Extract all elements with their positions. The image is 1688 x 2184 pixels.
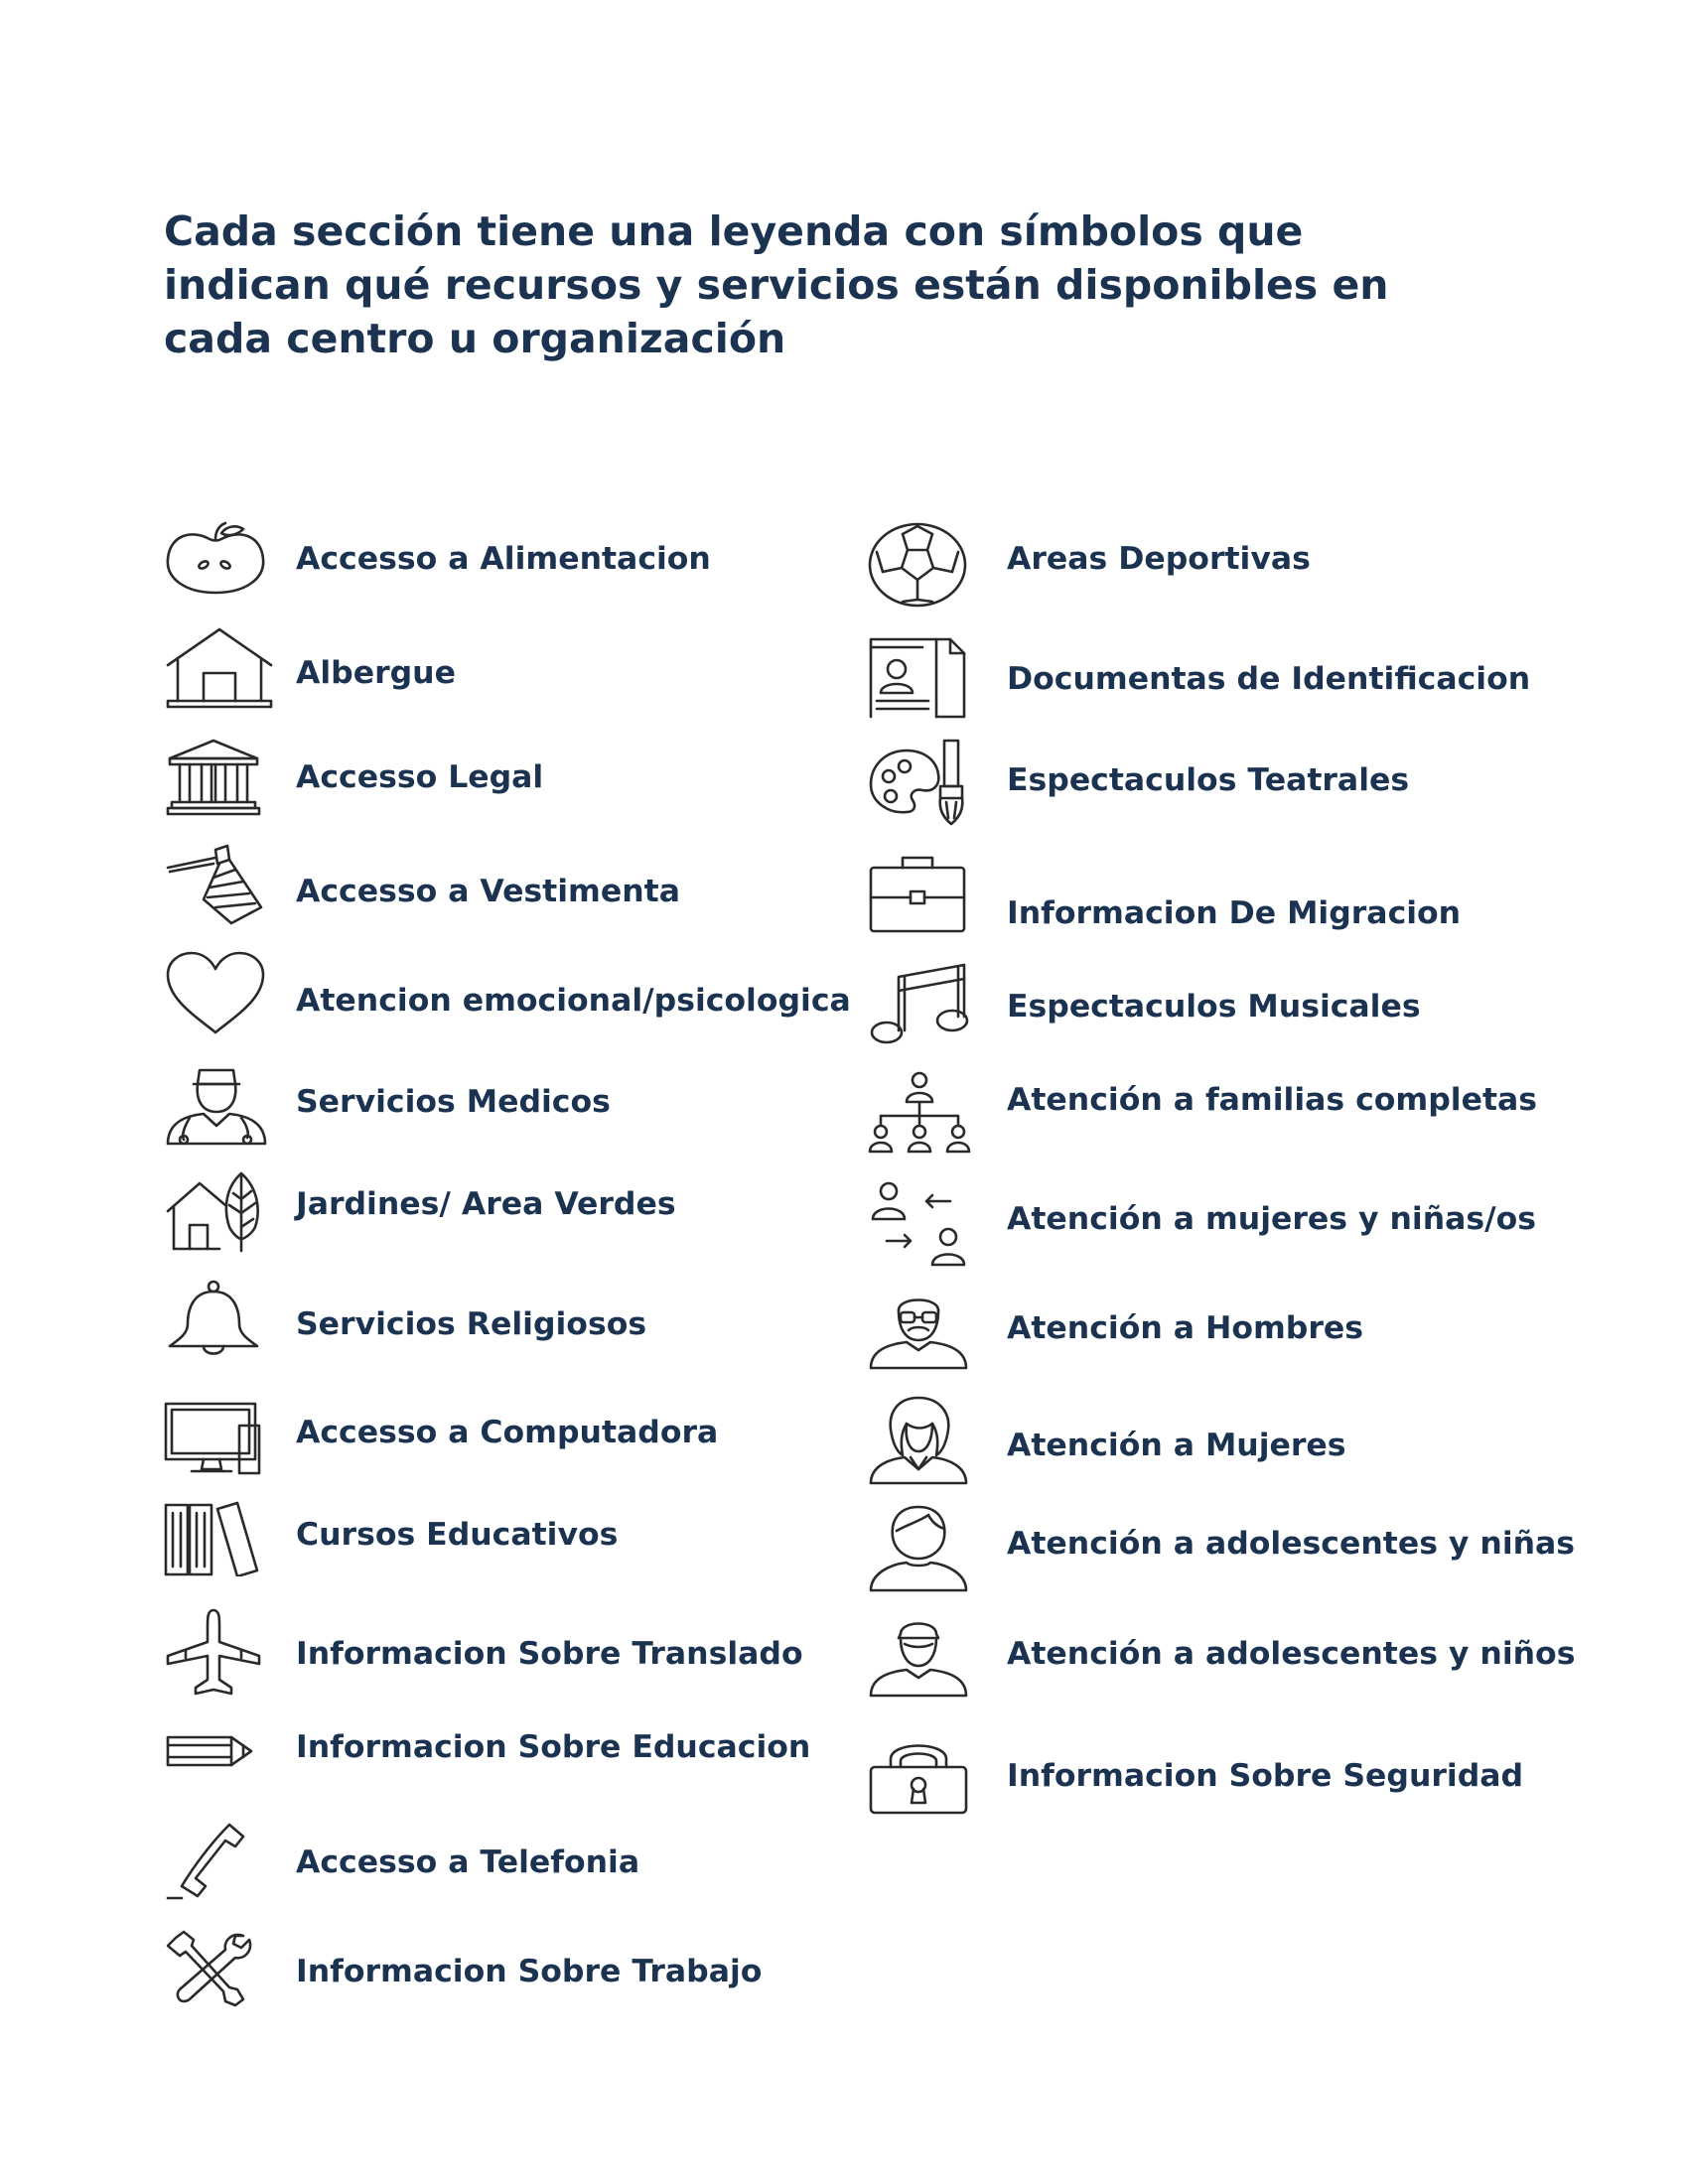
apple-icon	[164, 521, 267, 597]
legend-label: Informacion Sobre Trabajo	[296, 1954, 763, 1989]
phone-icon	[164, 1821, 255, 1900]
pencil-icon	[164, 1729, 255, 1773]
legend-label: Servicios Religiosos	[296, 1306, 647, 1342]
legend-label: Accesso a Computadora	[296, 1415, 719, 1450]
briefcase-icon	[867, 854, 968, 935]
airplane-icon	[164, 1608, 263, 1696]
woman-icon	[867, 1394, 970, 1485]
legend-label: Accesso Legal	[296, 759, 544, 795]
house-tree-icon	[164, 1169, 271, 1253]
legend-label: Espectaculos Teatrales	[1007, 762, 1410, 798]
legend-label: Informacion Sobre Translado	[296, 1636, 803, 1672]
heart-icon	[164, 951, 267, 1036]
computer-icon	[164, 1400, 263, 1477]
girl-icon	[867, 1503, 970, 1592]
legend-label: Informacion De Migracion	[1007, 895, 1462, 931]
legend-label: Accesso a Vestimenta	[296, 874, 680, 909]
legend-label: Atención a Mujeres	[1007, 1428, 1346, 1463]
man-glasses-icon	[867, 1291, 970, 1370]
palette-brush-icon	[867, 737, 970, 826]
tie-icon	[164, 840, 267, 925]
legend-label: Documentas de Identificacion	[1007, 661, 1531, 697]
legend-label: Atencion emocional/psicologica	[296, 983, 851, 1019]
bell-icon	[164, 1279, 263, 1362]
legend-label: Areas Deportivas	[1007, 541, 1311, 577]
books-icon	[164, 1501, 261, 1576]
legend-label: Accesso a Telefonia	[296, 1844, 640, 1880]
legend-label: Atención a mujeres y niñas/os	[1007, 1201, 1537, 1237]
legend-label: Jardines/ Area Verdes	[296, 1186, 676, 1222]
legend-label: Albergue	[296, 655, 456, 691]
legend-label: Atención a adolescentes y niños	[1007, 1636, 1576, 1672]
house-icon	[164, 625, 275, 709]
soccer-ball-icon	[867, 522, 968, 608]
legend-label: Cursos Educativos	[296, 1517, 619, 1553]
boy-icon	[867, 1616, 970, 1698]
doctor-icon	[164, 1064, 269, 1146]
legend-label: Atención a adolescentes y niñas	[1007, 1526, 1576, 1562]
tools-icon	[164, 1930, 257, 2007]
family-tree-icon	[867, 1070, 972, 1156]
courthouse-icon	[164, 737, 263, 816]
padlock-icon	[867, 1733, 970, 1815]
id-document-icon	[867, 631, 970, 719]
people-exchange-icon	[867, 1179, 970, 1267]
legend-label: Servicios Medicos	[296, 1084, 611, 1120]
legend-label: Informacion Sobre Seguridad	[1007, 1758, 1524, 1794]
legend-label: Atención a familias completas	[1007, 1082, 1538, 1118]
legend-label: Espectaculos Musicales	[1007, 989, 1421, 1024]
page-heading: Cada sección tiene una leyenda con símbolos que indican qué recursos y servicios están disponibles en cada centro u organización	[164, 207, 1389, 362]
legend-label: Accesso a Alimentacion	[296, 541, 711, 577]
legend-label: Atención a Hombres	[1007, 1310, 1363, 1346]
legend-label: Informacion Sobre Educacion	[296, 1729, 811, 1765]
music-note-icon	[867, 961, 970, 1046]
